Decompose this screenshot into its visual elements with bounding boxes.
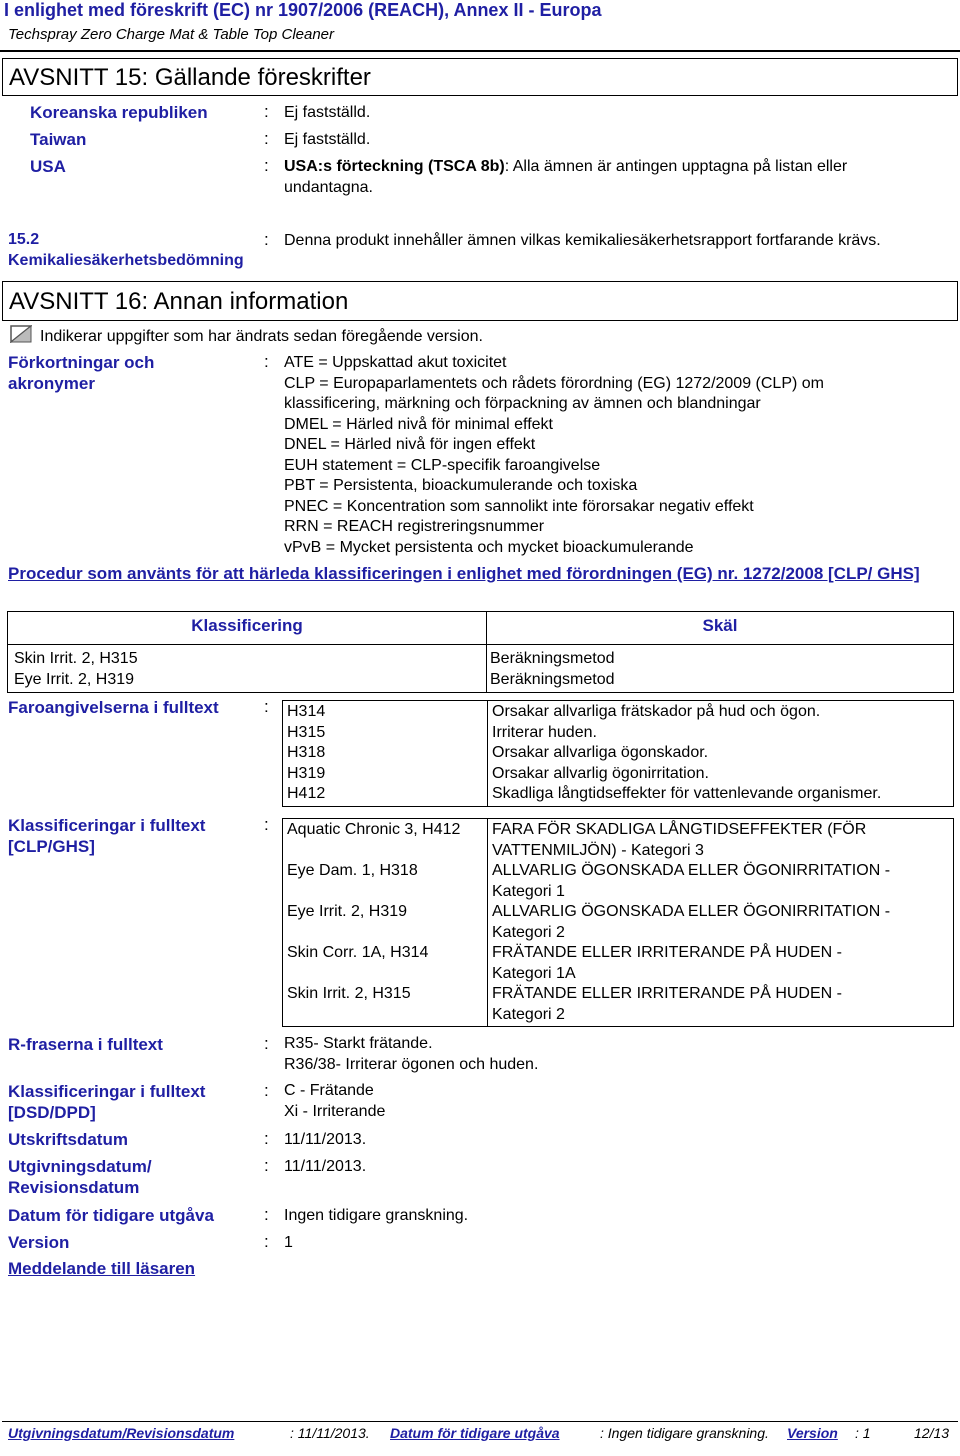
usa-label: USA: [30, 157, 66, 176]
classification-value: Skin Irrit. 2, H315: [14, 650, 138, 667]
classification-table: [7, 611, 954, 693]
issue-date-label: [8, 1156, 152, 1198]
header-divider: [0, 50, 960, 52]
colon: :: [264, 1081, 269, 1100]
assessment-value: Denna produkt innehåller ämnen vilkas kemikaliesäkerhetsrapport fortfarande krävs.: [284, 232, 881, 249]
clp-text: Kategori 2: [492, 923, 565, 941]
reason-cell: [487, 645, 954, 693]
footer-previous-value: : Ingen tidigare granskning.: [600, 1425, 769, 1441]
r-phrase: R36/38- Irriterar ögonen och huden.: [284, 1055, 539, 1073]
footer-version-value: : 1: [855, 1425, 871, 1441]
clp-text: VATTENMILJÖN) - Kategori 3: [492, 841, 704, 859]
reason-value: Beräkningsmetod: [490, 670, 615, 688]
abbreviation-item: EUH statement = CLP-specifik faroangivelse: [284, 456, 601, 474]
abbreviations-label-line: akronymer: [8, 374, 95, 393]
abbreviations-label: [8, 352, 154, 394]
footer-previous-label: Datum för tidigare utgåva: [390, 1425, 560, 1441]
clp-code: Eye Dam. 1, H318: [287, 862, 418, 879]
clp-label-line: [CLP/GHS]: [8, 837, 95, 856]
assessment-number: 15.2: [8, 231, 40, 248]
clp-text: Kategori 2: [492, 1005, 565, 1023]
clp-text: ALLVARLIG ÖGONSKADA ELLER ÖGONIRRITATION -: [492, 862, 891, 879]
abbreviation-item: PBT = Persistenta, bioackumulerande och toxiska: [284, 477, 638, 494]
footer-divider: [2, 1421, 958, 1422]
clp-code: Skin Irrit. 2, H315: [287, 985, 411, 1002]
version-value: 1: [284, 1234, 293, 1251]
colon: :: [264, 129, 269, 148]
hazard-text-cell: [488, 701, 954, 807]
colon: :: [264, 697, 269, 716]
issue-date-value: 11/11/2013.: [284, 1158, 367, 1175]
clp-text: FRÄTANDE ELLER IRRITERANDE PÅ HUDEN -: [492, 944, 842, 961]
clp-text: FARA FÖR SKADLIGA LÅNGTIDSEFFEKTER (FÖR: [492, 821, 867, 838]
section-16-title: AVSNITT 16: Annan information: [9, 288, 349, 315]
classification-value: Eye Irrit. 2, H319: [14, 670, 135, 688]
korea-label: Koreanska republiken: [30, 103, 208, 122]
hazard-code-cell: [283, 701, 488, 807]
previous-date-value: Ingen tidigare granskning.: [284, 1207, 469, 1224]
r-phrase: R35- Starkt frätande.: [284, 1035, 433, 1052]
reason-header: Skäl: [487, 612, 954, 645]
r-phrases-value: [284, 1034, 538, 1075]
dsd-classifications-value: [284, 1081, 385, 1122]
abbreviations-label-line: Förkortningar och: [8, 353, 155, 372]
colon: :: [264, 1129, 269, 1148]
footer-issue-label: Utgivningsdatum/Revisionsdatum: [8, 1425, 235, 1441]
colon: :: [264, 1232, 269, 1251]
colon: :: [264, 230, 269, 249]
abbreviations-list: [284, 353, 824, 558]
hazard-statements-label: Faroangivelserna i fulltext: [8, 698, 219, 717]
clp-text: FRÄTANDE ELLER IRRITERANDE PÅ HUDEN -: [492, 985, 842, 1002]
product-name: Techspray Zero Charge Mat & Table Top Cleaner: [8, 26, 335, 43]
clp-classifications-table: [282, 818, 954, 1027]
hazard-statements-table: [282, 700, 954, 807]
abbreviation-item: ATE = Uppskattad akut toxicitet: [284, 354, 507, 371]
procedure-heading: Procedur som använts för att härleda klassificeringen i enlighet med förordningen (EG) nr. 1272/2008 [CLP/ GHS]: [8, 564, 920, 583]
abbreviation-item: PNEC = Koncentration som sannolikt inte förorsakar negativ effekt: [284, 497, 754, 515]
colon: :: [264, 815, 269, 834]
hazard-text: Irriterar huden.: [492, 723, 597, 741]
abbreviation-item: klassificering, märkning och förpackning av ämnen och blandningar: [284, 395, 761, 412]
issue-date-label-line: Revisionsdatum: [8, 1178, 140, 1197]
clp-text: Kategori 1A: [492, 964, 576, 982]
section-16-header: [2, 281, 958, 321]
page-number: 12/13: [914, 1425, 950, 1441]
hazard-text: Orsakar allvarlig ögonirritation.: [492, 764, 709, 782]
hazard-code: H314: [287, 703, 326, 720]
clp-classifications-label: [8, 815, 205, 857]
colon: :: [264, 1034, 269, 1053]
hazard-code: H315: [287, 723, 326, 741]
previous-date-label: Datum för tidigare utgåva: [8, 1206, 214, 1225]
document-title: I enlighet med föreskrift (EC) nr 1907/2006 (REACH), Annex II - Europa: [4, 0, 602, 20]
colon: :: [264, 1156, 269, 1175]
classification-header: Klassificering: [8, 612, 487, 645]
classification-cell: [8, 645, 487, 693]
colon: :: [264, 352, 269, 371]
assessment-label: [8, 229, 244, 271]
clp-text: ALLVARLIG ÖGONSKADA ELLER ÖGONIRRITATION -: [492, 903, 891, 920]
r-phrases-label: R-fraserna i fulltext: [8, 1035, 163, 1054]
clp-code: Eye Irrit. 2, H319: [287, 903, 408, 920]
section-15-title: AVSNITT 15: Gällande föreskrifter: [9, 64, 371, 91]
hazard-code: H319: [287, 764, 326, 782]
usa-value: [284, 157, 847, 178]
abbreviation-item: DNEL = Härled nivå för ingen effekt: [284, 436, 536, 453]
korea-value: Ej fastställd.: [284, 104, 371, 121]
colon: :: [264, 156, 269, 175]
abbreviation-item: vPvB = Mycket persistenta och mycket bioackumulerande: [284, 538, 694, 556]
issue-date-label-line: Utgivningsdatum/: [8, 1157, 152, 1176]
hazard-code: H412: [287, 785, 326, 802]
abbreviation-item: DMEL = Härled nivå för minimal effekt: [284, 415, 553, 433]
notice-heading: Meddelande till läsaren: [8, 1259, 196, 1278]
change-note: Indikerar uppgifter som har ändrats sedan föregående version.: [40, 328, 483, 345]
dsd-class: Xi - Irriterande: [284, 1102, 386, 1120]
footer-version-label: Version: [787, 1425, 838, 1441]
dsd-classifications-label: [8, 1081, 205, 1123]
clp-code-cell: [283, 819, 488, 1027]
clp-code: Skin Corr. 1A, H314: [287, 944, 429, 961]
clp-code: Aquatic Chronic 3, H412: [287, 821, 461, 838]
clp-text: Kategori 1: [492, 882, 565, 900]
hazard-text: Skadliga långtidseffekter för vattenlevande organismer.: [492, 785, 882, 802]
hazard-text: Orsakar allvarliga frätskador på hud och ögon.: [492, 703, 821, 720]
usa-inventory-name: USA:s förteckning (TSCA 8b): [284, 158, 505, 175]
assessment-title: Kemikaliesäkerhetsbedömning: [8, 252, 244, 269]
reason-value: Beräkningsmetod: [490, 650, 615, 667]
footer-issue-value: : 11/11/2013.: [290, 1425, 370, 1441]
section-15-header: [2, 58, 958, 96]
clp-label-line: Klassificeringar i fulltext: [8, 816, 206, 835]
version-label: Version: [8, 1233, 70, 1252]
hazard-text: Orsakar allvarliga ögonskador.: [492, 744, 709, 761]
change-indicator-icon: [10, 325, 32, 343]
colon: :: [264, 1205, 269, 1224]
colon: :: [264, 102, 269, 121]
print-date-value: 11/11/2013.: [284, 1131, 367, 1148]
dsd-label-line: Klassificeringar i fulltext: [8, 1082, 206, 1101]
print-date-label: Utskriftsdatum: [8, 1130, 128, 1149]
hazard-code: H318: [287, 744, 326, 761]
taiwan-value: Ej fastställd.: [284, 131, 371, 148]
taiwan-label: Taiwan: [30, 130, 87, 149]
usa-inventory-text: : Alla ämnen är antingen upptagna på listan eller: [504, 158, 848, 175]
dsd-label-line: [DSD/DPD]: [8, 1103, 96, 1122]
clp-text-cell: [488, 819, 954, 1027]
dsd-class: C - Frätande: [284, 1082, 374, 1099]
abbreviation-item: RRN = REACH registreringsnummer: [284, 518, 545, 535]
usa-value-cont: undantagna.: [284, 179, 373, 196]
abbreviation-item: CLP = Europaparlamentets och rådets förordning (EG) 1272/2009 (CLP) om: [284, 374, 824, 392]
